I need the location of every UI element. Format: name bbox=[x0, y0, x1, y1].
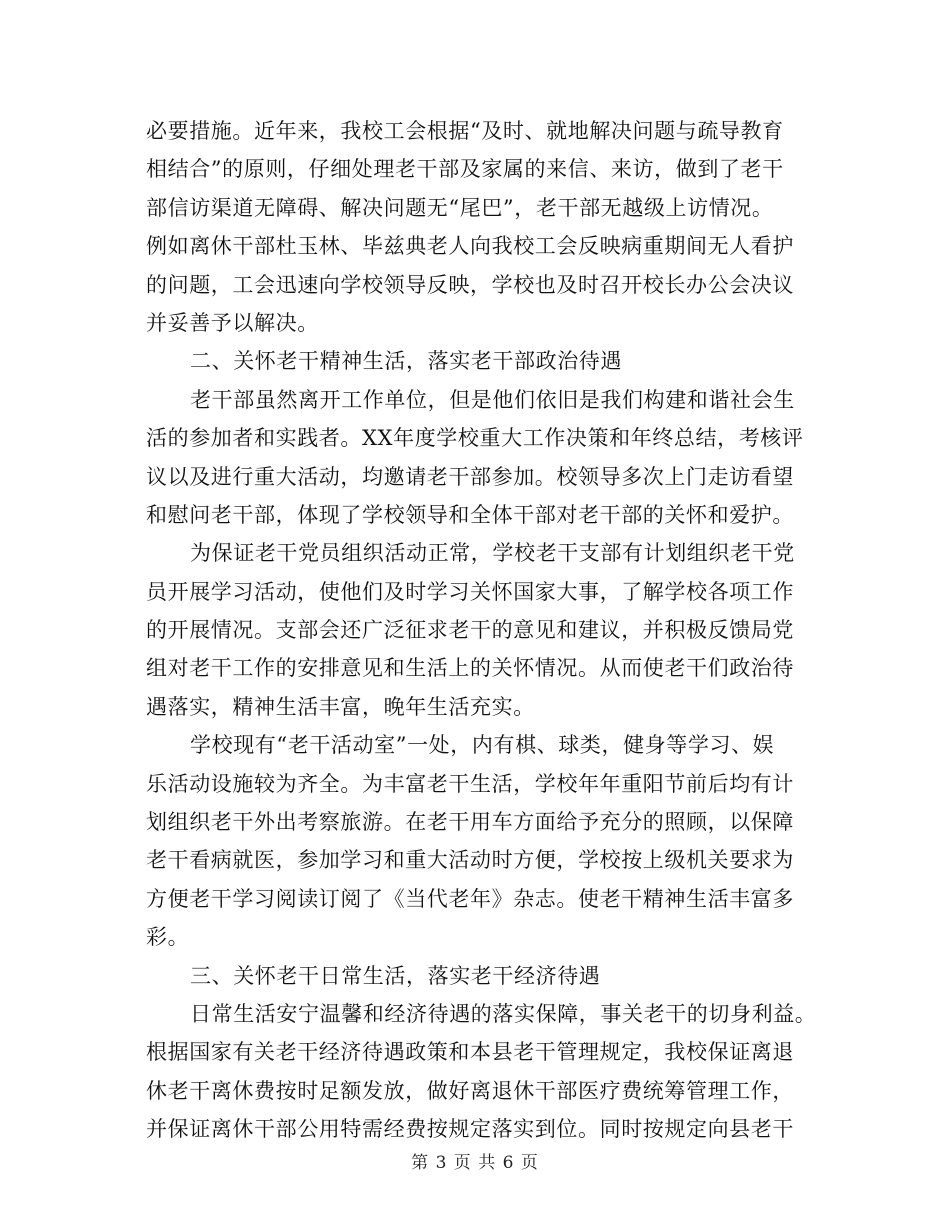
text-line: 并保证离休干部公用特需经费按规定落实到位。同时按规定向县老干 bbox=[146, 1117, 794, 1142]
text-line: 的开展情况。支部会还广泛征求老干的意见和建议，并积极反馈局党 bbox=[146, 618, 794, 643]
text-line: 员开展学习活动，使他们及时学习关怀国家大事，了解学校各项工作 bbox=[146, 579, 794, 604]
text-line: 休老干离休费按时足额发放，做好离退休干部医疗费统筹管理工作， bbox=[146, 1078, 794, 1103]
text-line: 并妥善予以解决。 bbox=[146, 310, 319, 335]
text-line: 老干看病就医，参加学习和重大活动时方便，学校按上级机关要求为 bbox=[146, 848, 794, 873]
text-line: 组对老干工作的安排意见和生活上的关怀情况。从而使老干们政治待 bbox=[146, 656, 794, 681]
page-number-footer: 第 3 页 共 6 页 bbox=[411, 1153, 539, 1173]
text-line: 为保证老干党员组织活动正常，学校老干支部有计划组织老干党 bbox=[190, 541, 795, 566]
text-line: 和慰问老干部，体现了学校领导和全体干部对老干部的关怀和爱护。 bbox=[146, 502, 794, 527]
text-line: 根据国家有关老干经济待遇政策和本县老干管理规定，我校保证离退 bbox=[146, 1040, 794, 1065]
text-line: 彩。 bbox=[146, 925, 190, 950]
text-line: 三、关怀老干日常生活，落实老干经济待遇 bbox=[190, 963, 601, 988]
text-line: 划组织老干外出考察旅游。在老干用车方面给予充分的照顾，以保障 bbox=[146, 810, 794, 835]
text-line: 部信访渠道无障碍、解决问题无“尾巴”，老干部无越级上访情况。 bbox=[146, 195, 774, 220]
text-line: 相结合”的原则，仔细处理老干部及家属的来信、来访，做到了老干 bbox=[146, 157, 784, 182]
text-line: 遇落实，精神生活丰富，晚年生活充实。 bbox=[146, 694, 535, 719]
text-line: 议以及进行重大活动，均邀请老干部参加。校领导多次上门走访看望 bbox=[146, 464, 794, 489]
text-line: 活的参加者和实践者。XX年度学校重大工作决策和年终总结，考核评 bbox=[146, 426, 804, 451]
text-line: 二、关怀老干精神生活，落实老干部政治待遇 bbox=[190, 349, 622, 374]
text-line: 老干部虽然离开工作单位，但是他们依旧是我们构建和谐社会生 bbox=[190, 387, 795, 412]
text-line: 的问题，工会迅速向学校领导反映，学校也及时召开校长办公会决议 bbox=[146, 272, 794, 297]
text-line: 日常生活安宁温馨和经济待遇的落实保障，事关老干的切身利益。 bbox=[190, 1001, 817, 1026]
text-line: 必要措施。近年来，我校工会根据“及时、就地解决问题与疏导教育 bbox=[146, 119, 784, 143]
text-line: 学校现有“老干活动室”一处，内有棋、球类，健身等学习、娱 bbox=[190, 733, 775, 758]
text-line: 方便老干学习阅读订阅了《当代老年》杂志。使老干精神生活丰富多 bbox=[146, 886, 794, 911]
text-line: 例如离休干部杜玉林、毕兹典老人向我校工会反映病重期间无人看护 bbox=[146, 234, 794, 259]
text-line: 乐活动设施较为齐全。为丰富老干生活，学校年年重阳节前后均有计 bbox=[146, 771, 794, 796]
document-body bbox=[146, 112, 826, 1149]
